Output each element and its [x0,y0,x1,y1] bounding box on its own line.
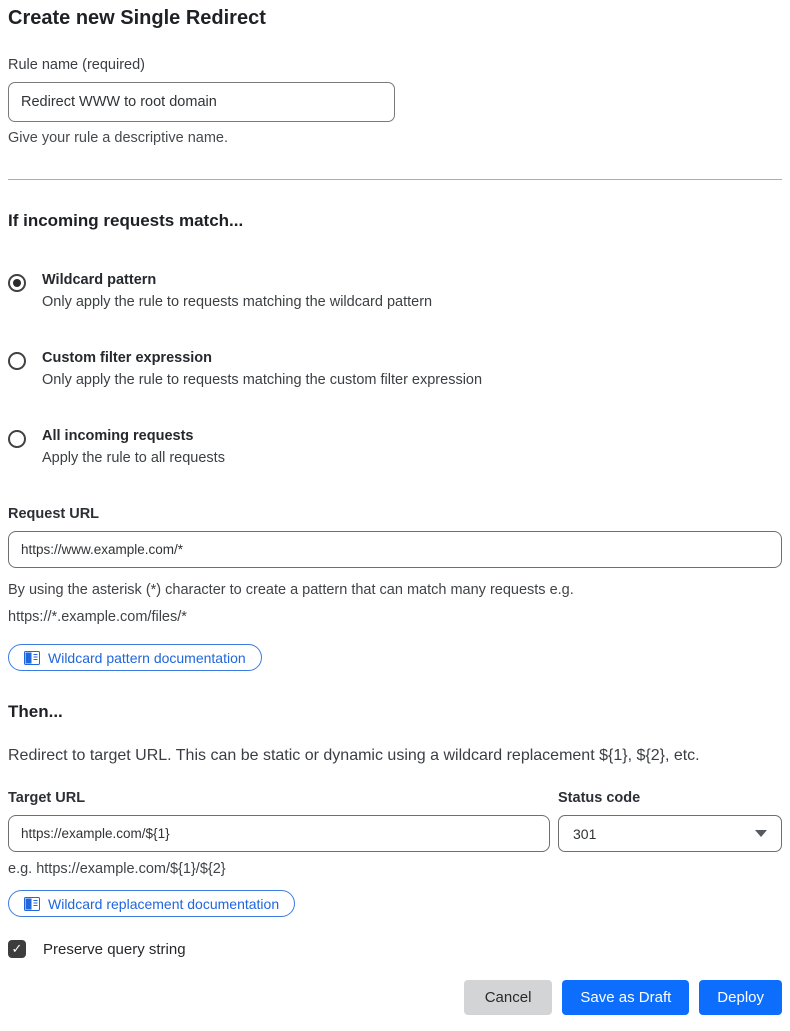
status-code-label: Status code [558,790,641,806]
match-type-radio-group [8,272,782,466]
rule-name-label: Rule name (required) [8,57,146,73]
status-code-select[interactable] [558,815,782,852]
wildcard-pattern-doc-button[interactable] [8,644,262,671]
radio-label: Custom filter expression [42,350,213,366]
radio-wildcard-pattern[interactable] [8,272,782,310]
request-url-help: By using the asterisk (*) character to create a pattern that can match many requests e.g. https://*.example.com/files/* [8,582,574,625]
status-code-column [558,790,782,852]
target-status-row [8,790,782,852]
radio-label: All incoming requests [42,428,194,444]
radio-description: Only apply the rule to requests matching the custom filter expression [42,372,483,388]
preserve-query-checkbox[interactable]: ✓ [8,940,26,958]
then-description: Redirect to target URL. This can be static or dynamic using a wildcard replacement ${1}, ${2}, etc. [8,747,700,764]
footer-actions [8,980,782,1023]
radio-custom-filter-expression[interactable] [8,350,782,388]
doc-button-label: Wildcard replacement documentation [48,895,280,912]
status-code-value: 301 [573,825,597,842]
radio-icon[interactable] [8,274,26,292]
match-section-heading: If incoming requests match... [8,211,244,230]
create-redirect-form [0,7,790,1023]
request-url-label: Request URL [8,506,100,522]
doc-button-label: Wildcard pattern documentation [48,649,246,666]
save-as-draft-button[interactable]: Save as Draft [562,980,689,1015]
wildcard-replacement-doc-button[interactable] [8,890,295,917]
then-section-heading: Then... [8,702,63,721]
rule-name-input[interactable] [8,82,395,122]
rule-name-help: Give your rule a descriptive name. [8,130,229,146]
chevron-down-icon [755,830,767,837]
radio-icon[interactable] [8,430,26,448]
radio-label: Wildcard pattern [42,272,157,288]
target-url-label: Target URL [8,790,86,806]
target-url-column [8,790,550,852]
book-icon [24,897,40,911]
radio-description: Only apply the rule to requests matching the wildcard pattern [42,294,433,310]
preserve-query-label: Preserve query string [43,940,186,958]
preserve-query-row [8,940,782,958]
radio-all-incoming-requests[interactable] [8,428,782,466]
book-icon [24,651,40,665]
section-divider [8,179,782,180]
request-url-input[interactable] [8,531,782,568]
radio-icon[interactable] [8,352,26,370]
deploy-button[interactable]: Deploy [699,980,782,1015]
cancel-button[interactable]: Cancel [464,980,553,1015]
request-url-block [8,506,782,671]
target-url-input[interactable] [8,815,550,852]
page-title: Create new Single Redirect [8,7,266,29]
radio-description: Apply the rule to all requests [42,450,225,466]
target-url-help: e.g. https://example.com/${1}/${2} [8,861,226,877]
